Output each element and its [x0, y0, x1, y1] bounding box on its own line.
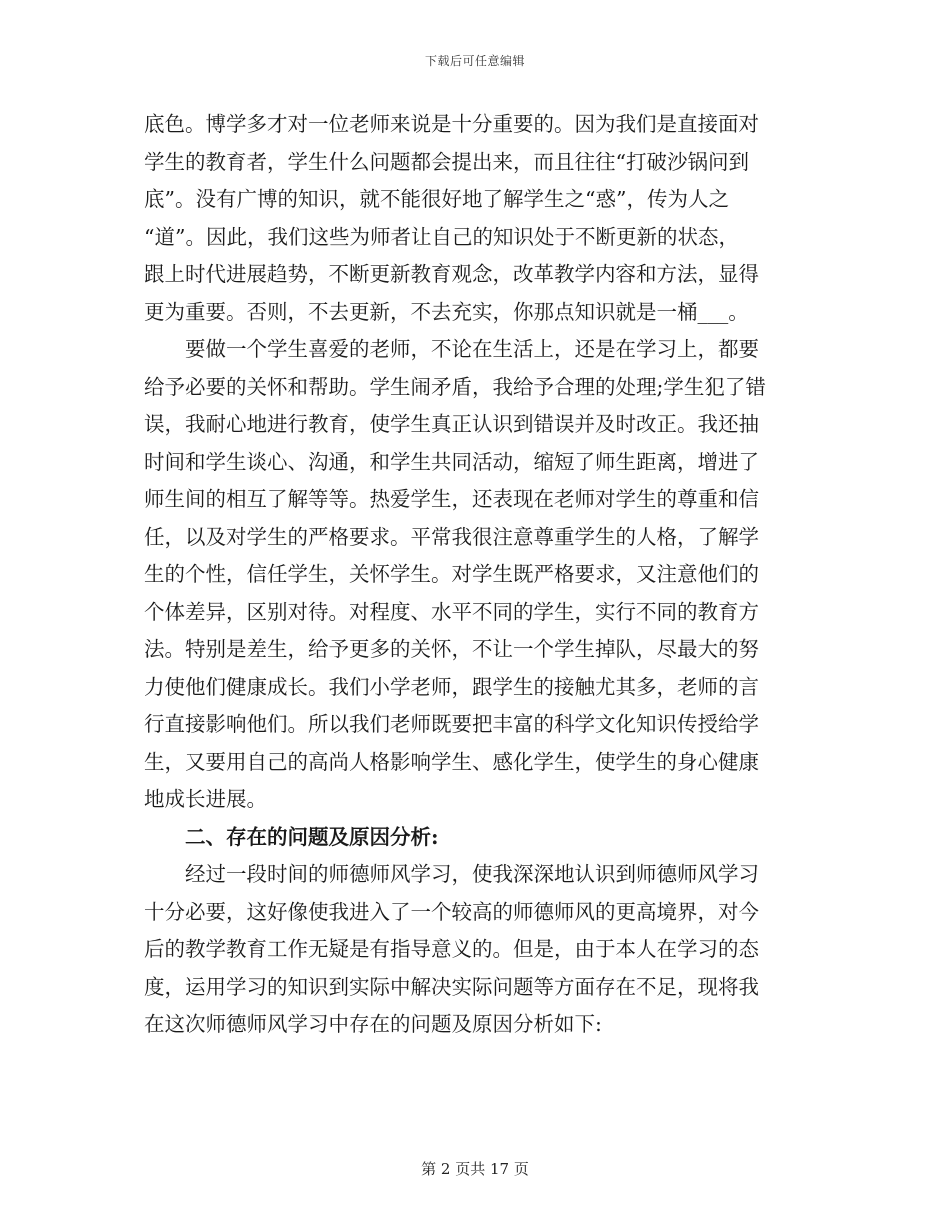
text-line: 时间和学生谈心、沟通，和学生共同活动，缩短了师生距离，增进了 — [144, 449, 759, 474]
text-line: 生，又要用自己的高尚人格影响学生、感化学生，使学生的身心健康 — [144, 749, 759, 774]
text-line: 个体差异，区别对待。对程度、水平不同的学生，实行不同的教育方 — [144, 599, 759, 624]
text-line: 跟上时代进展趋势，不断更新教育观念，改革教学内容和方法，显得 — [144, 262, 759, 286]
text-line: 给予必要的关怀和帮助。学生闹矛盾，我给予合理的处理;学生犯了错 — [144, 374, 766, 399]
text-line: 学生的教育者，学生什么问题都会提出来，而且往往“打破沙锅问到 — [144, 149, 749, 174]
text-line: 十分必要，这好像使我进入了一个较高的师德师风的更高境界，对今 — [144, 899, 759, 924]
page-number: 第 2 页共 17 页 — [421, 1160, 529, 1178]
text-line: 师生间的相互了解等等。热爱学生，还表现在老师对学生的尊重和信 — [144, 487, 759, 511]
text-line: 底色。博学多才对一位老师来说是十分重要的。因为我们是直接面对 — [144, 112, 759, 136]
text-line: “道”。因此，我们这些为师者让自己的知识处于不断更新的状态， — [144, 224, 739, 249]
text-line: 法。特别是差生，给予更多的关怀，不让一个学生掉队，尽最大的努 — [144, 637, 759, 661]
text-line: 生的个性，信任学生，关怀学生。对学生既严格要求，又注意他们的 — [144, 562, 759, 586]
text-line: 后的教学教育工作无疑是有指导意义的。但是，由于本人在学习的态 — [144, 937, 759, 961]
text-line: 度，运用学习的知识到实际中解决实际问题等方面存在不足，现将我 — [144, 974, 759, 999]
document-body — [144, 106, 804, 1044]
text-line: 力使他们健康成长。我们小学老师，跟学生的接触尤其多，老师的言 — [144, 674, 759, 699]
text-line: 任，以及对学生的严格要求。平常我很注意尊重学生的人格，了解学 — [144, 524, 759, 549]
text-line: 经过一段时间的师德师风学习，使我深深地认识到师德师风学习 — [185, 862, 759, 886]
text-line: 地成长进展。 — [144, 787, 267, 811]
text-line: 误，我耐心地进行教育，使学生真正认识到错误并及时改正。我还抽 — [144, 412, 759, 436]
text-line: 底”。没有广博的知识，就不能很好地了解学生之“惑”，传为人之 — [144, 187, 729, 211]
page-header: 下载后可任意编辑 — [424, 54, 525, 68]
text-line: 更为重要。否则，不去更新，不去充实，你那点知识就是一桶___。 — [144, 299, 749, 324]
text-line: 在这次师德师风学习中存在的问题及原因分析如下: — [144, 1012, 602, 1036]
text-line: 要做一个学生喜爱的老师，不论在生活上，还是在学习上，都要 — [185, 337, 759, 361]
section-heading: 二、存在的问题及原因分析: — [185, 824, 439, 849]
text-line: 行直接影响他们。所以我们老师既要把丰富的科学文化知识传授给学 — [144, 712, 759, 736]
